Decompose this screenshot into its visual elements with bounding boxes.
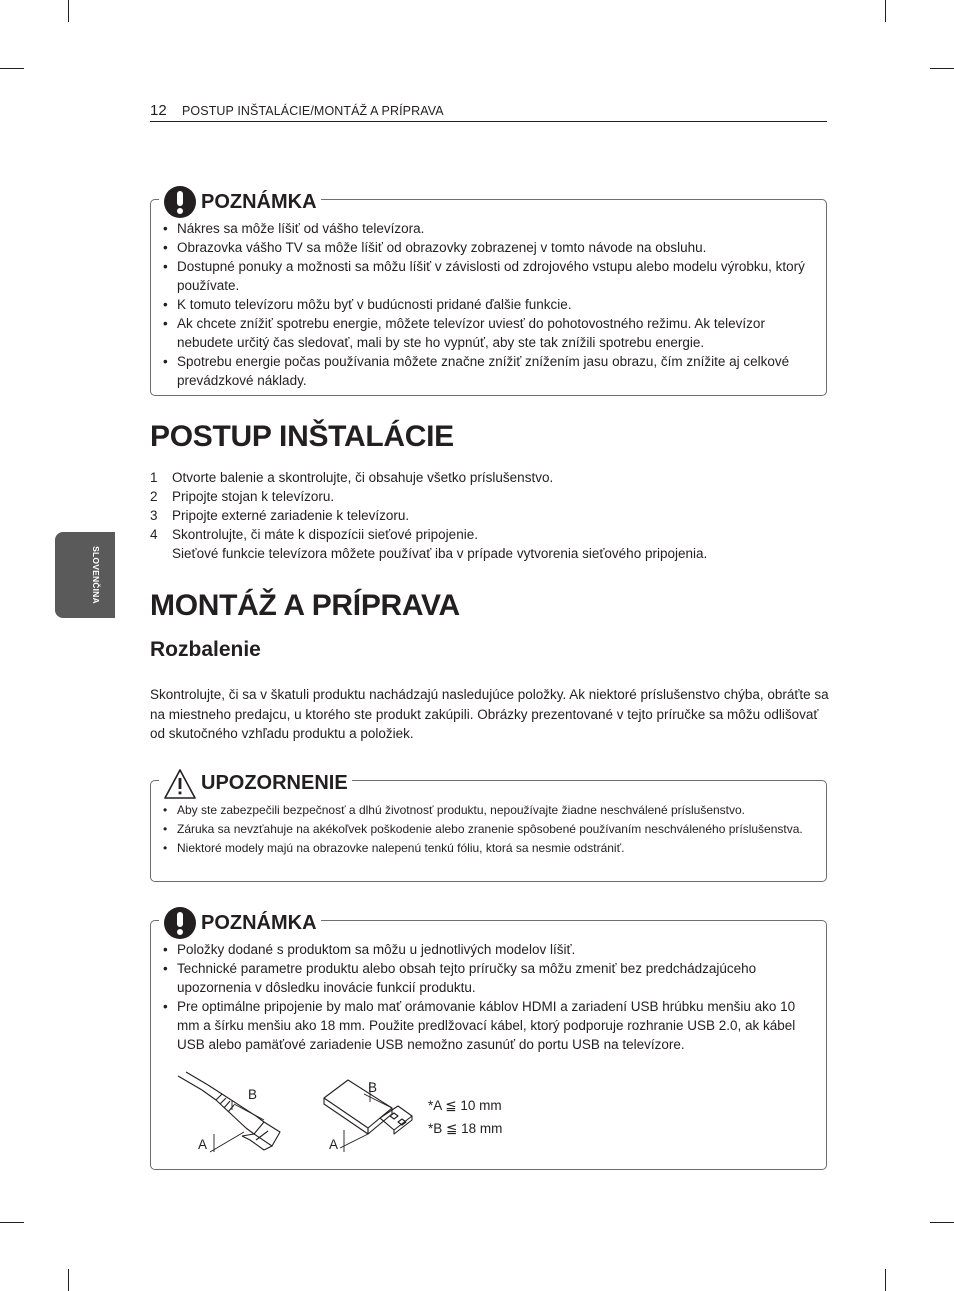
step-item: 3 Pripojte externé zariadenie k televízoru. (150, 508, 410, 523)
list-item: • Nákres sa môže líšiť od vášho televízora. (163, 221, 425, 236)
list-item: • Položky dodané s produktom sa môžu u jednotlivých modelov líšiť. (163, 942, 576, 957)
list-item: • Záruka sa nevzťahuje na akékoľvek poškodenie alebo zranenie spôsobené používaním neschváleného príslušenstva. (163, 822, 803, 836)
section-title-installation: POSTUP INŠTALÁCIE (150, 420, 454, 453)
list-item: • Niektoré modely majú na obrazovke nalepenú tenkú fóliu, ktorá sa nesmie odstrániť. (163, 841, 625, 855)
step-item: 1 Otvorte balenie a skontrolujte, či obsahuje všetko príslušenstvo. (150, 470, 554, 485)
section-title-assembly: MONTÁŽ A PRÍPRAVA (150, 589, 460, 622)
note-box (150, 191, 827, 396)
language-tab-label: SLOVENČINA (91, 546, 101, 604)
step-item: 4 Skontrolujte, či máte k dispozícii sieťové pripojenie. Sieťové funkcie televízora môžete používať iba v prípade vytvorenia sieťového pripojenia. (150, 527, 708, 561)
crop-mark (68, 1269, 69, 1291)
crop-mark (885, 1269, 886, 1291)
caution-header (159, 756, 352, 800)
dimension-note-b: *B ≦ 18 mm (428, 1121, 503, 1136)
exclamation-icon (163, 185, 197, 219)
dimension-label-a: A (198, 1137, 208, 1152)
caution-list (163, 801, 816, 858)
crop-mark (930, 1222, 954, 1223)
hdmi-plug-illustration (172, 1070, 292, 1155)
subsection-title-unpacking: Rozbalenie (150, 638, 261, 661)
crop-mark (68, 0, 69, 22)
crop-mark (885, 0, 886, 22)
list-item: • Dostupné ponuky a možnosti sa môžu líšiť v závislosti od zdrojového vstupu alebo modelu výrobku, ktorý používate. (163, 259, 805, 293)
list-item: • K tomuto televízoru môžu byť v budúcnosti pridané ďalšie funkcie. (163, 297, 572, 312)
step-subtext: Sieťové funkcie televízora môžete používať iba v prípade vytvorenia sieťového pripojenia. (172, 546, 708, 561)
list-item: • Ak chcete znížiť spotrebu energie, môžete televízor uviesť do pohotovostného režimu. Ak televízor nebudete určitý čas sledovať, mali by ste ho vypnúť, aby ste tak znížili spotrebu energie. (163, 316, 765, 350)
language-tab (55, 532, 115, 618)
dimension-note-a: *A ≦ 10 mm (428, 1098, 502, 1113)
note-header (159, 175, 321, 219)
page-header (150, 102, 827, 122)
list-item: • Aby ste zabezpečili bezpečnosť a dlhú životnosť produktu, nepoužívajte žiadne neschválené príslušenstvo. (163, 803, 746, 817)
note-list (163, 219, 816, 390)
note-title: POZNÁMKA (201, 191, 317, 213)
unpacking-paragraph: Skontrolujte, či sa v škatuli produktu nachádzajú nasledujúce položky. Ak niektoré príslušenstvo chýba, obráťte sa na miestneho predajcu, u ktorého ste produkt zakúpili. Obrázky prezentované v tejto príručke sa môžu odlišovať od skutočného vzhľadu produktu a položiek. (150, 687, 829, 741)
caution-box (150, 772, 827, 882)
list-item: • Obrazovka vášho TV sa môže líšiť od obrazovky zobrazenej v tomto návode na obsluhu. (163, 240, 707, 255)
note-list (163, 940, 816, 1054)
dimension-label-b: B (368, 1080, 378, 1095)
dimension-label-a: A (329, 1137, 339, 1152)
installation-steps (150, 468, 827, 563)
list-item: • Technické parametre produktu alebo obsah tejto príručky sa môžu zmeniť bez predchádzajúceho upozornenia v dôsledku inovácie funkcií produktu. (163, 961, 757, 995)
crop-mark (0, 1222, 24, 1223)
step-item: 2 Pripojte stojan k televízoru. (150, 489, 335, 504)
dimension-label-b: B (248, 1087, 258, 1102)
note-header (159, 896, 321, 940)
crop-mark (0, 68, 24, 69)
page-number: 12 (150, 102, 167, 119)
caution-title: UPOZORNENIE (201, 772, 348, 794)
exclamation-icon (163, 906, 197, 940)
crop-mark (930, 68, 954, 69)
warning-triangle-icon (163, 768, 197, 800)
running-title: POSTUP INŠTALÁCIE/MONTÁŽ A PRÍPRAVA (182, 104, 444, 118)
note-title: POZNÁMKA (201, 912, 317, 934)
list-item: • Pre optimálne pripojenie by malo mať orámovanie káblov HDMI a zariadení USB hrúbku menšiu ako 10 mm a šírku menšiu ako 18 mm. Použite predlžovací kábel, ktorý podporuje rozhranie USB 2.0, ak kábel USB alebo pamäťové zariadenie USB nemožno zasunúť do portu USB na televízore. (163, 999, 796, 1052)
list-item: • Spotrebu energie počas používania môžete značne znížiť znížením jasu obrazu, čím znížite aj celkové prevádzkové náklady. (163, 354, 790, 388)
